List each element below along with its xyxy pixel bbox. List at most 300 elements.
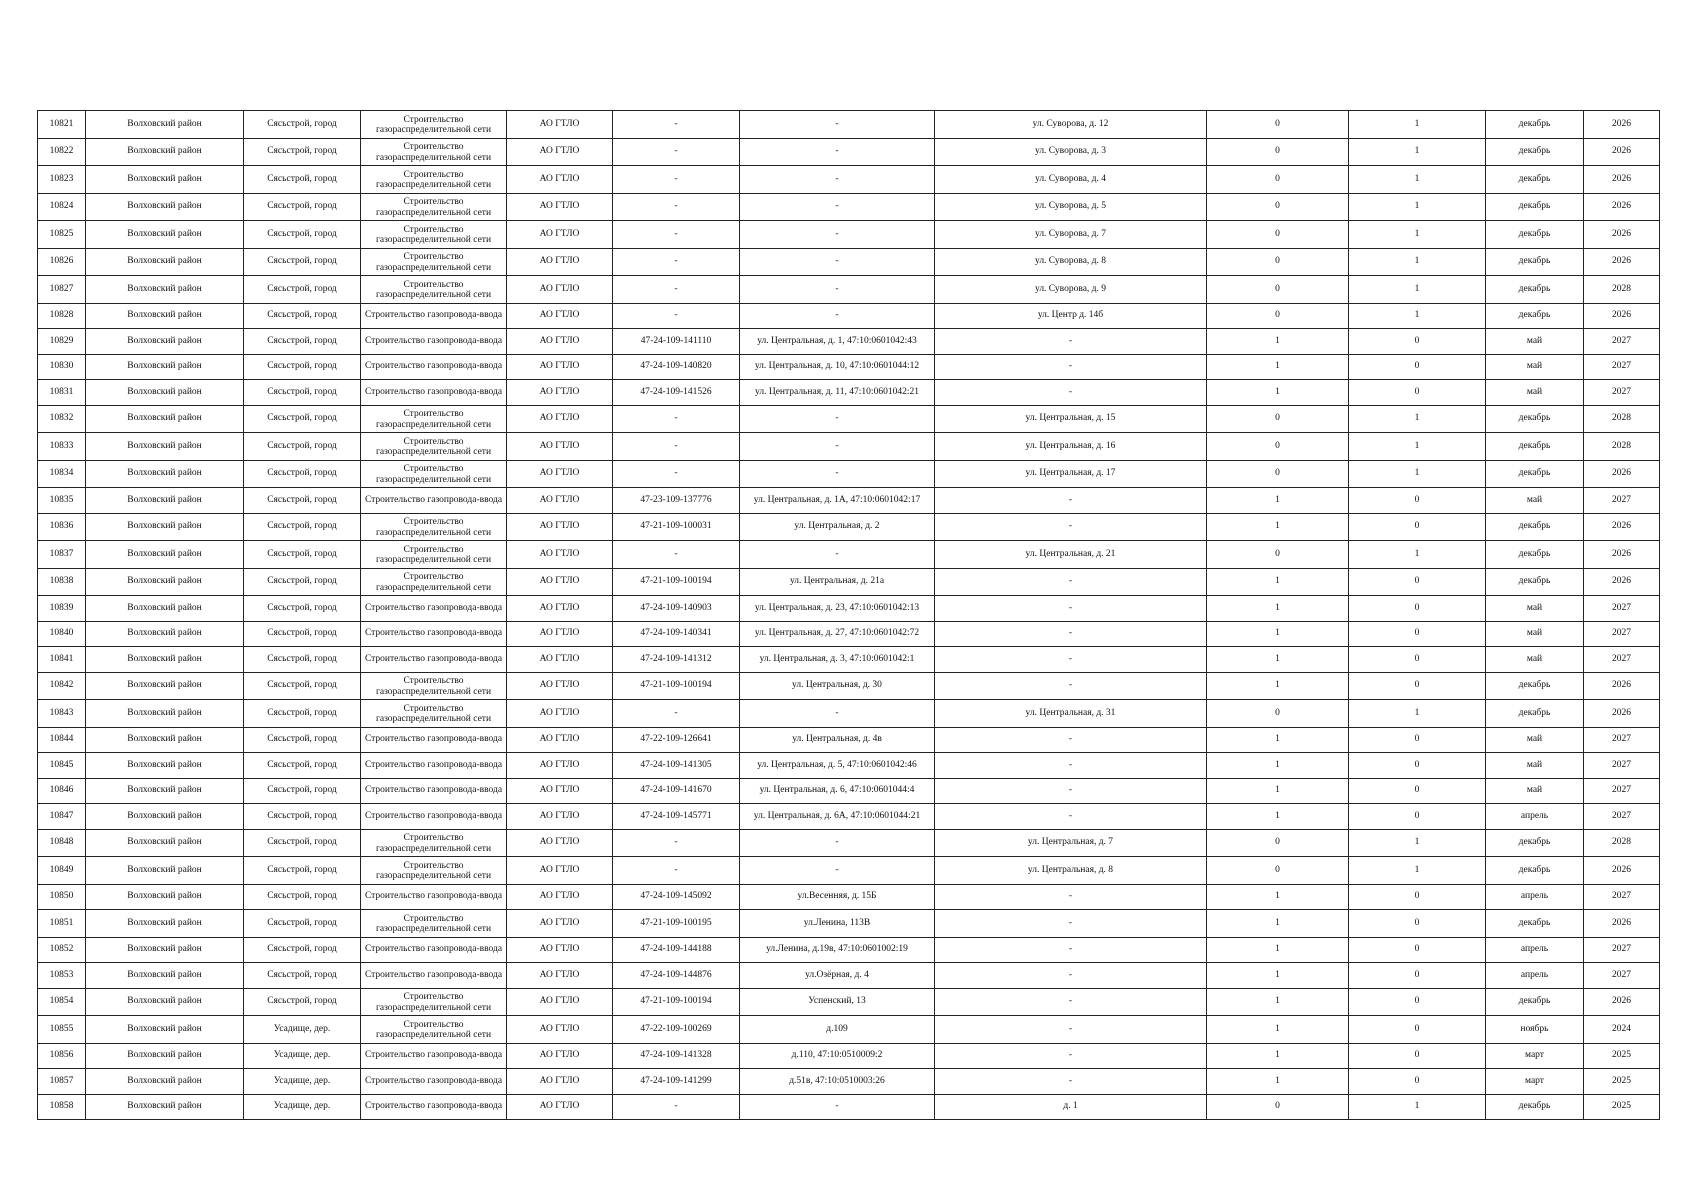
- network-address-cell: -: [935, 596, 1207, 622]
- settlement-cell: Сясьстрой, город: [244, 672, 361, 700]
- organization-cell: АО ГТЛО: [507, 804, 613, 830]
- count-a-cell: 0: [1207, 541, 1349, 569]
- data-table: [37, 110, 1660, 1120]
- settlement-cell: Сясьстрой, город: [244, 621, 361, 647]
- month-cell: декабрь: [1486, 513, 1584, 541]
- network-address-cell: ул. Суворова, д. 12: [935, 111, 1207, 139]
- district-cell: Волховский район: [86, 753, 244, 779]
- application-number-cell: 47-22-109-100269: [613, 1016, 740, 1044]
- table-row: [38, 857, 1660, 885]
- district-cell: Волховский район: [86, 111, 244, 139]
- network-address-cell: -: [935, 753, 1207, 779]
- network-address-cell: -: [935, 647, 1207, 673]
- network-address-cell: ул. Центральная, д. 17: [935, 460, 1207, 488]
- month-cell: декабрь: [1486, 910, 1584, 938]
- settlement-cell: Сясьстрой, город: [244, 329, 361, 355]
- network-address-cell: ул. Центральная, д. 7: [935, 829, 1207, 857]
- row-number-cell: 10840: [38, 621, 86, 647]
- count-a-cell: 0: [1207, 166, 1349, 194]
- year-cell: 2026: [1584, 988, 1660, 1016]
- application-number-cell: 47-21-109-100194: [613, 672, 740, 700]
- count-b-cell: 1: [1349, 221, 1486, 249]
- row-number-cell: 10835: [38, 488, 86, 514]
- year-cell: 2026: [1584, 513, 1660, 541]
- object-address-cell: ул. Центральная, д. 23, 47:10:0601042:13: [740, 596, 935, 622]
- count-a-cell: 1: [1207, 568, 1349, 596]
- count-b-cell: 0: [1349, 621, 1486, 647]
- application-number-cell: 47-24-109-141305: [613, 753, 740, 779]
- work-type-cell: Строительство газопровода-ввода: [361, 1069, 507, 1095]
- work-type-cell: Строительство газораспределительной сети: [361, 111, 507, 139]
- table-row: [38, 988, 1660, 1016]
- work-type-cell: Строительство газопровода-ввода: [361, 354, 507, 380]
- organization-cell: АО ГТЛО: [507, 541, 613, 569]
- organization-cell: АО ГТЛО: [507, 910, 613, 938]
- month-cell: май: [1486, 647, 1584, 673]
- table-row: [38, 329, 1660, 355]
- year-cell: 2026: [1584, 221, 1660, 249]
- district-cell: Волховский район: [86, 937, 244, 963]
- month-cell: май: [1486, 488, 1584, 514]
- application-number-cell: 47-21-109-100194: [613, 988, 740, 1016]
- district-cell: Волховский район: [86, 303, 244, 329]
- application-number-cell: -: [613, 829, 740, 857]
- settlement-cell: Сясьстрой, город: [244, 778, 361, 804]
- object-address-cell: -: [740, 166, 935, 194]
- count-b-cell: 0: [1349, 488, 1486, 514]
- month-cell: март: [1486, 1069, 1584, 1095]
- work-type-cell: Строительство газораспределительной сети: [361, 276, 507, 304]
- count-a-cell: 1: [1207, 380, 1349, 406]
- district-cell: Волховский район: [86, 778, 244, 804]
- application-number-cell: -: [613, 405, 740, 433]
- row-number-cell: 10837: [38, 541, 86, 569]
- row-number-cell: 10822: [38, 138, 86, 166]
- organization-cell: АО ГТЛО: [507, 963, 613, 989]
- month-cell: декабрь: [1486, 700, 1584, 728]
- application-number-cell: -: [613, 460, 740, 488]
- district-cell: Волховский район: [86, 1069, 244, 1095]
- object-address-cell: Успенский, 13: [740, 988, 935, 1016]
- count-a-cell: 1: [1207, 354, 1349, 380]
- district-cell: Волховский район: [86, 857, 244, 885]
- table-row: [38, 778, 1660, 804]
- table-row: [38, 1016, 1660, 1044]
- work-type-cell: Строительство газопровода-ввода: [361, 937, 507, 963]
- organization-cell: АО ГТЛО: [507, 568, 613, 596]
- organization-cell: АО ГТЛО: [507, 248, 613, 276]
- organization-cell: АО ГТЛО: [507, 596, 613, 622]
- organization-cell: АО ГТЛО: [507, 672, 613, 700]
- row-number-cell: 10828: [38, 303, 86, 329]
- work-type-cell: Строительство газораспределительной сети: [361, 221, 507, 249]
- month-cell: декабрь: [1486, 857, 1584, 885]
- settlement-cell: Сясьстрой, город: [244, 138, 361, 166]
- application-number-cell: 47-22-109-126641: [613, 727, 740, 753]
- table-row: [38, 672, 1660, 700]
- month-cell: май: [1486, 329, 1584, 355]
- organization-cell: АО ГТЛО: [507, 433, 613, 461]
- row-number-cell: 10855: [38, 1016, 86, 1044]
- row-number-cell: 10826: [38, 248, 86, 276]
- table-row: [38, 753, 1660, 779]
- work-type-cell: Строительство газораспределительной сети: [361, 857, 507, 885]
- object-address-cell: ул. Центральная, д. 21а: [740, 568, 935, 596]
- month-cell: декабрь: [1486, 541, 1584, 569]
- month-cell: декабрь: [1486, 672, 1584, 700]
- year-cell: 2028: [1584, 433, 1660, 461]
- work-type-cell: Строительство газораспределительной сети: [361, 433, 507, 461]
- settlement-cell: Сясьстрой, город: [244, 488, 361, 514]
- month-cell: декабрь: [1486, 193, 1584, 221]
- network-address-cell: -: [935, 727, 1207, 753]
- count-a-cell: 0: [1207, 193, 1349, 221]
- month-cell: декабрь: [1486, 111, 1584, 139]
- year-cell: 2026: [1584, 138, 1660, 166]
- district-cell: Волховский район: [86, 405, 244, 433]
- count-a-cell: 1: [1207, 1043, 1349, 1069]
- district-cell: Волховский район: [86, 433, 244, 461]
- row-number-cell: 10833: [38, 433, 86, 461]
- count-a-cell: 1: [1207, 753, 1349, 779]
- month-cell: март: [1486, 1043, 1584, 1069]
- table-row: [38, 1094, 1660, 1120]
- row-number-cell: 10853: [38, 963, 86, 989]
- organization-cell: АО ГТЛО: [507, 405, 613, 433]
- count-a-cell: 0: [1207, 138, 1349, 166]
- settlement-cell: Сясьстрой, город: [244, 380, 361, 406]
- year-cell: 2026: [1584, 568, 1660, 596]
- organization-cell: АО ГТЛО: [507, 727, 613, 753]
- object-address-cell: ул. Центральная, д. 27, 47:10:0601042:72: [740, 621, 935, 647]
- table-row: [38, 1069, 1660, 1095]
- count-a-cell: 0: [1207, 221, 1349, 249]
- year-cell: 2026: [1584, 111, 1660, 139]
- application-number-cell: 47-21-109-100194: [613, 568, 740, 596]
- count-b-cell: 0: [1349, 753, 1486, 779]
- settlement-cell: Сясьстрой, город: [244, 700, 361, 728]
- row-number-cell: 10841: [38, 647, 86, 673]
- table-row: [38, 111, 1660, 139]
- count-b-cell: 0: [1349, 884, 1486, 910]
- count-a-cell: 1: [1207, 937, 1349, 963]
- object-address-cell: ул. Центральная, д. 5, 47:10:0601042:46: [740, 753, 935, 779]
- row-number-cell: 10849: [38, 857, 86, 885]
- settlement-cell: Сясьстрой, город: [244, 753, 361, 779]
- object-address-cell: ул. Центральная, д. 1, 47:10:0601042:43: [740, 329, 935, 355]
- district-cell: Волховский район: [86, 804, 244, 830]
- district-cell: Волховский район: [86, 248, 244, 276]
- year-cell: 2026: [1584, 248, 1660, 276]
- year-cell: 2027: [1584, 963, 1660, 989]
- network-address-cell: ул. Центральная, д. 15: [935, 405, 1207, 433]
- row-number-cell: 10854: [38, 988, 86, 1016]
- application-number-cell: 47-24-109-141670: [613, 778, 740, 804]
- month-cell: декабрь: [1486, 405, 1584, 433]
- year-cell: 2027: [1584, 753, 1660, 779]
- organization-cell: АО ГТЛО: [507, 303, 613, 329]
- month-cell: декабрь: [1486, 221, 1584, 249]
- object-address-cell: ул. Центральная, д. 30: [740, 672, 935, 700]
- year-cell: 2025: [1584, 1043, 1660, 1069]
- object-address-cell: ул. Центральная, д. 6А, 47:10:0601044:21: [740, 804, 935, 830]
- settlement-cell: Сясьстрой, город: [244, 727, 361, 753]
- settlement-cell: Сясьстрой, город: [244, 963, 361, 989]
- object-address-cell: -: [740, 111, 935, 139]
- application-number-cell: 47-24-109-140341: [613, 621, 740, 647]
- network-address-cell: ул. Суворова, д. 7: [935, 221, 1207, 249]
- count-b-cell: 0: [1349, 672, 1486, 700]
- count-b-cell: 0: [1349, 778, 1486, 804]
- work-type-cell: Строительство газораспределительной сети: [361, 829, 507, 857]
- settlement-cell: Сясьстрой, город: [244, 248, 361, 276]
- table-row: [38, 488, 1660, 514]
- count-b-cell: 1: [1349, 1094, 1486, 1120]
- count-b-cell: 1: [1349, 248, 1486, 276]
- row-number-cell: 10821: [38, 111, 86, 139]
- work-type-cell: Строительство газораспределительной сети: [361, 248, 507, 276]
- count-a-cell: 0: [1207, 248, 1349, 276]
- work-type-cell: Строительство газораспределительной сети: [361, 460, 507, 488]
- year-cell: 2027: [1584, 804, 1660, 830]
- count-a-cell: 1: [1207, 513, 1349, 541]
- district-cell: Волховский район: [86, 647, 244, 673]
- object-address-cell: ул. Центральная, д. 6, 47:10:0601044:4: [740, 778, 935, 804]
- district-cell: Волховский район: [86, 700, 244, 728]
- application-number-cell: 47-21-109-100031: [613, 513, 740, 541]
- count-b-cell: 0: [1349, 380, 1486, 406]
- table-row: [38, 138, 1660, 166]
- month-cell: декабрь: [1486, 303, 1584, 329]
- table-row: [38, 1043, 1660, 1069]
- organization-cell: АО ГТЛО: [507, 988, 613, 1016]
- year-cell: 2026: [1584, 193, 1660, 221]
- count-a-cell: 1: [1207, 647, 1349, 673]
- year-cell: 2028: [1584, 276, 1660, 304]
- table-row: [38, 221, 1660, 249]
- row-number-cell: 10830: [38, 354, 86, 380]
- year-cell: 2025: [1584, 1094, 1660, 1120]
- application-number-cell: -: [613, 433, 740, 461]
- work-type-cell: Строительство газопровода-ввода: [361, 303, 507, 329]
- object-address-cell: д.110, 47:10:0510009:2: [740, 1043, 935, 1069]
- month-cell: апрель: [1486, 963, 1584, 989]
- count-b-cell: 0: [1349, 1043, 1486, 1069]
- count-b-cell: 1: [1349, 405, 1486, 433]
- district-cell: Волховский район: [86, 488, 244, 514]
- work-type-cell: Строительство газораспределительной сети: [361, 513, 507, 541]
- object-address-cell: ул.Весенняя, д. 15Б: [740, 884, 935, 910]
- network-address-cell: -: [935, 568, 1207, 596]
- count-b-cell: 0: [1349, 910, 1486, 938]
- count-b-cell: 1: [1349, 193, 1486, 221]
- work-type-cell: Строительство газопровода-ввода: [361, 753, 507, 779]
- organization-cell: АО ГТЛО: [507, 1069, 613, 1095]
- month-cell: декабрь: [1486, 433, 1584, 461]
- row-number-cell: 10827: [38, 276, 86, 304]
- object-address-cell: ул. Центральная, д. 10, 47:10:0601044:12: [740, 354, 935, 380]
- organization-cell: АО ГТЛО: [507, 753, 613, 779]
- district-cell: Волховский район: [86, 329, 244, 355]
- year-cell: 2026: [1584, 541, 1660, 569]
- settlement-cell: Сясьстрой, город: [244, 857, 361, 885]
- district-cell: Волховский район: [86, 541, 244, 569]
- row-number-cell: 10847: [38, 804, 86, 830]
- application-number-cell: -: [613, 166, 740, 194]
- month-cell: апрель: [1486, 804, 1584, 830]
- organization-cell: АО ГТЛО: [507, 488, 613, 514]
- organization-cell: АО ГТЛО: [507, 621, 613, 647]
- count-b-cell: 0: [1349, 513, 1486, 541]
- month-cell: декабрь: [1486, 460, 1584, 488]
- object-address-cell: -: [740, 541, 935, 569]
- network-address-cell: -: [935, 621, 1207, 647]
- settlement-cell: Сясьстрой, город: [244, 354, 361, 380]
- count-b-cell: 0: [1349, 727, 1486, 753]
- count-b-cell: 1: [1349, 541, 1486, 569]
- network-address-cell: -: [935, 488, 1207, 514]
- table-row: [38, 460, 1660, 488]
- month-cell: декабрь: [1486, 248, 1584, 276]
- work-type-cell: Строительство газопровода-ввода: [361, 727, 507, 753]
- application-number-cell: 47-24-109-141328: [613, 1043, 740, 1069]
- settlement-cell: Сясьстрой, город: [244, 276, 361, 304]
- table-row: [38, 541, 1660, 569]
- application-number-cell: 47-24-109-140903: [613, 596, 740, 622]
- object-address-cell: ул.Ленина, 113В: [740, 910, 935, 938]
- application-number-cell: -: [613, 138, 740, 166]
- object-address-cell: -: [740, 460, 935, 488]
- organization-cell: АО ГТЛО: [507, 276, 613, 304]
- count-b-cell: 1: [1349, 460, 1486, 488]
- district-cell: Волховский район: [86, 596, 244, 622]
- table-row: [38, 963, 1660, 989]
- month-cell: декабрь: [1486, 829, 1584, 857]
- organization-cell: АО ГТЛО: [507, 1043, 613, 1069]
- table-row: [38, 647, 1660, 673]
- row-number-cell: 10832: [38, 405, 86, 433]
- count-b-cell: 0: [1349, 804, 1486, 830]
- row-number-cell: 10848: [38, 829, 86, 857]
- network-address-cell: -: [935, 884, 1207, 910]
- count-b-cell: 0: [1349, 1069, 1486, 1095]
- settlement-cell: Сясьстрой, город: [244, 433, 361, 461]
- work-type-cell: Строительство газопровода-ввода: [361, 380, 507, 406]
- row-number-cell: 10825: [38, 221, 86, 249]
- object-address-cell: -: [740, 405, 935, 433]
- object-address-cell: -: [740, 248, 935, 276]
- month-cell: декабрь: [1486, 276, 1584, 304]
- count-a-cell: 1: [1207, 329, 1349, 355]
- table-row: [38, 248, 1660, 276]
- row-number-cell: 10856: [38, 1043, 86, 1069]
- district-cell: Волховский район: [86, 1094, 244, 1120]
- year-cell: 2027: [1584, 647, 1660, 673]
- table-row: [38, 621, 1660, 647]
- application-number-cell: -: [613, 276, 740, 304]
- row-number-cell: 10829: [38, 329, 86, 355]
- work-type-cell: Строительство газопровода-ввода: [361, 884, 507, 910]
- district-cell: Волховский район: [86, 1043, 244, 1069]
- count-a-cell: 1: [1207, 1016, 1349, 1044]
- work-type-cell: Строительство газопровода-ввода: [361, 621, 507, 647]
- application-number-cell: -: [613, 111, 740, 139]
- table-row: [38, 380, 1660, 406]
- network-address-cell: -: [935, 910, 1207, 938]
- object-address-cell: -: [740, 857, 935, 885]
- year-cell: 2027: [1584, 329, 1660, 355]
- count-a-cell: 0: [1207, 460, 1349, 488]
- row-number-cell: 10843: [38, 700, 86, 728]
- work-type-cell: Строительство газораспределительной сети: [361, 138, 507, 166]
- object-address-cell: ул. Центральная, д. 3, 47:10:0601042:1: [740, 647, 935, 673]
- application-number-cell: 47-21-109-100195: [613, 910, 740, 938]
- count-a-cell: 0: [1207, 433, 1349, 461]
- network-address-cell: ул. Центральная, д. 31: [935, 700, 1207, 728]
- district-cell: Волховский район: [86, 672, 244, 700]
- object-address-cell: ул.Ленина, д.19в, 47:10:0601002:19: [740, 937, 935, 963]
- district-cell: Волховский район: [86, 221, 244, 249]
- year-cell: 2026: [1584, 700, 1660, 728]
- settlement-cell: Сясьстрой, город: [244, 884, 361, 910]
- settlement-cell: Сясьстрой, город: [244, 541, 361, 569]
- district-cell: Волховский район: [86, 568, 244, 596]
- row-number-cell: 10845: [38, 753, 86, 779]
- application-number-cell: -: [613, 221, 740, 249]
- work-type-cell: Строительство газопровода-ввода: [361, 647, 507, 673]
- organization-cell: АО ГТЛО: [507, 380, 613, 406]
- row-number-cell: 10836: [38, 513, 86, 541]
- work-type-cell: Строительство газораспределительной сети: [361, 988, 507, 1016]
- settlement-cell: Сясьстрой, город: [244, 111, 361, 139]
- object-address-cell: -: [740, 303, 935, 329]
- network-address-cell: -: [935, 988, 1207, 1016]
- network-address-cell: ул. Суворова, д. 9: [935, 276, 1207, 304]
- settlement-cell: Сясьстрой, город: [244, 988, 361, 1016]
- settlement-cell: Сясьстрой, город: [244, 910, 361, 938]
- work-type-cell: Строительство газопровода-ввода: [361, 963, 507, 989]
- district-cell: Волховский район: [86, 193, 244, 221]
- count-b-cell: 0: [1349, 568, 1486, 596]
- application-number-cell: 47-24-109-144876: [613, 963, 740, 989]
- row-number-cell: 10857: [38, 1069, 86, 1095]
- settlement-cell: Сясьстрой, город: [244, 596, 361, 622]
- district-cell: Волховский район: [86, 354, 244, 380]
- network-address-cell: -: [935, 1016, 1207, 1044]
- year-cell: 2026: [1584, 460, 1660, 488]
- application-number-cell: -: [613, 193, 740, 221]
- row-number-cell: 10842: [38, 672, 86, 700]
- settlement-cell: Сясьстрой, город: [244, 513, 361, 541]
- count-a-cell: 1: [1207, 672, 1349, 700]
- work-type-cell: Строительство газораспределительной сети: [361, 541, 507, 569]
- count-b-cell: 1: [1349, 857, 1486, 885]
- count-b-cell: 1: [1349, 276, 1486, 304]
- table-row: [38, 433, 1660, 461]
- table-row: [38, 596, 1660, 622]
- count-b-cell: 0: [1349, 1016, 1486, 1044]
- settlement-cell: Сясьстрой, город: [244, 829, 361, 857]
- month-cell: май: [1486, 596, 1584, 622]
- organization-cell: АО ГТЛО: [507, 193, 613, 221]
- district-cell: Волховский район: [86, 884, 244, 910]
- object-address-cell: -: [740, 276, 935, 304]
- organization-cell: АО ГТЛО: [507, 166, 613, 194]
- object-address-cell: д.109: [740, 1016, 935, 1044]
- year-cell: 2027: [1584, 727, 1660, 753]
- organization-cell: АО ГТЛО: [507, 221, 613, 249]
- object-address-cell: -: [740, 221, 935, 249]
